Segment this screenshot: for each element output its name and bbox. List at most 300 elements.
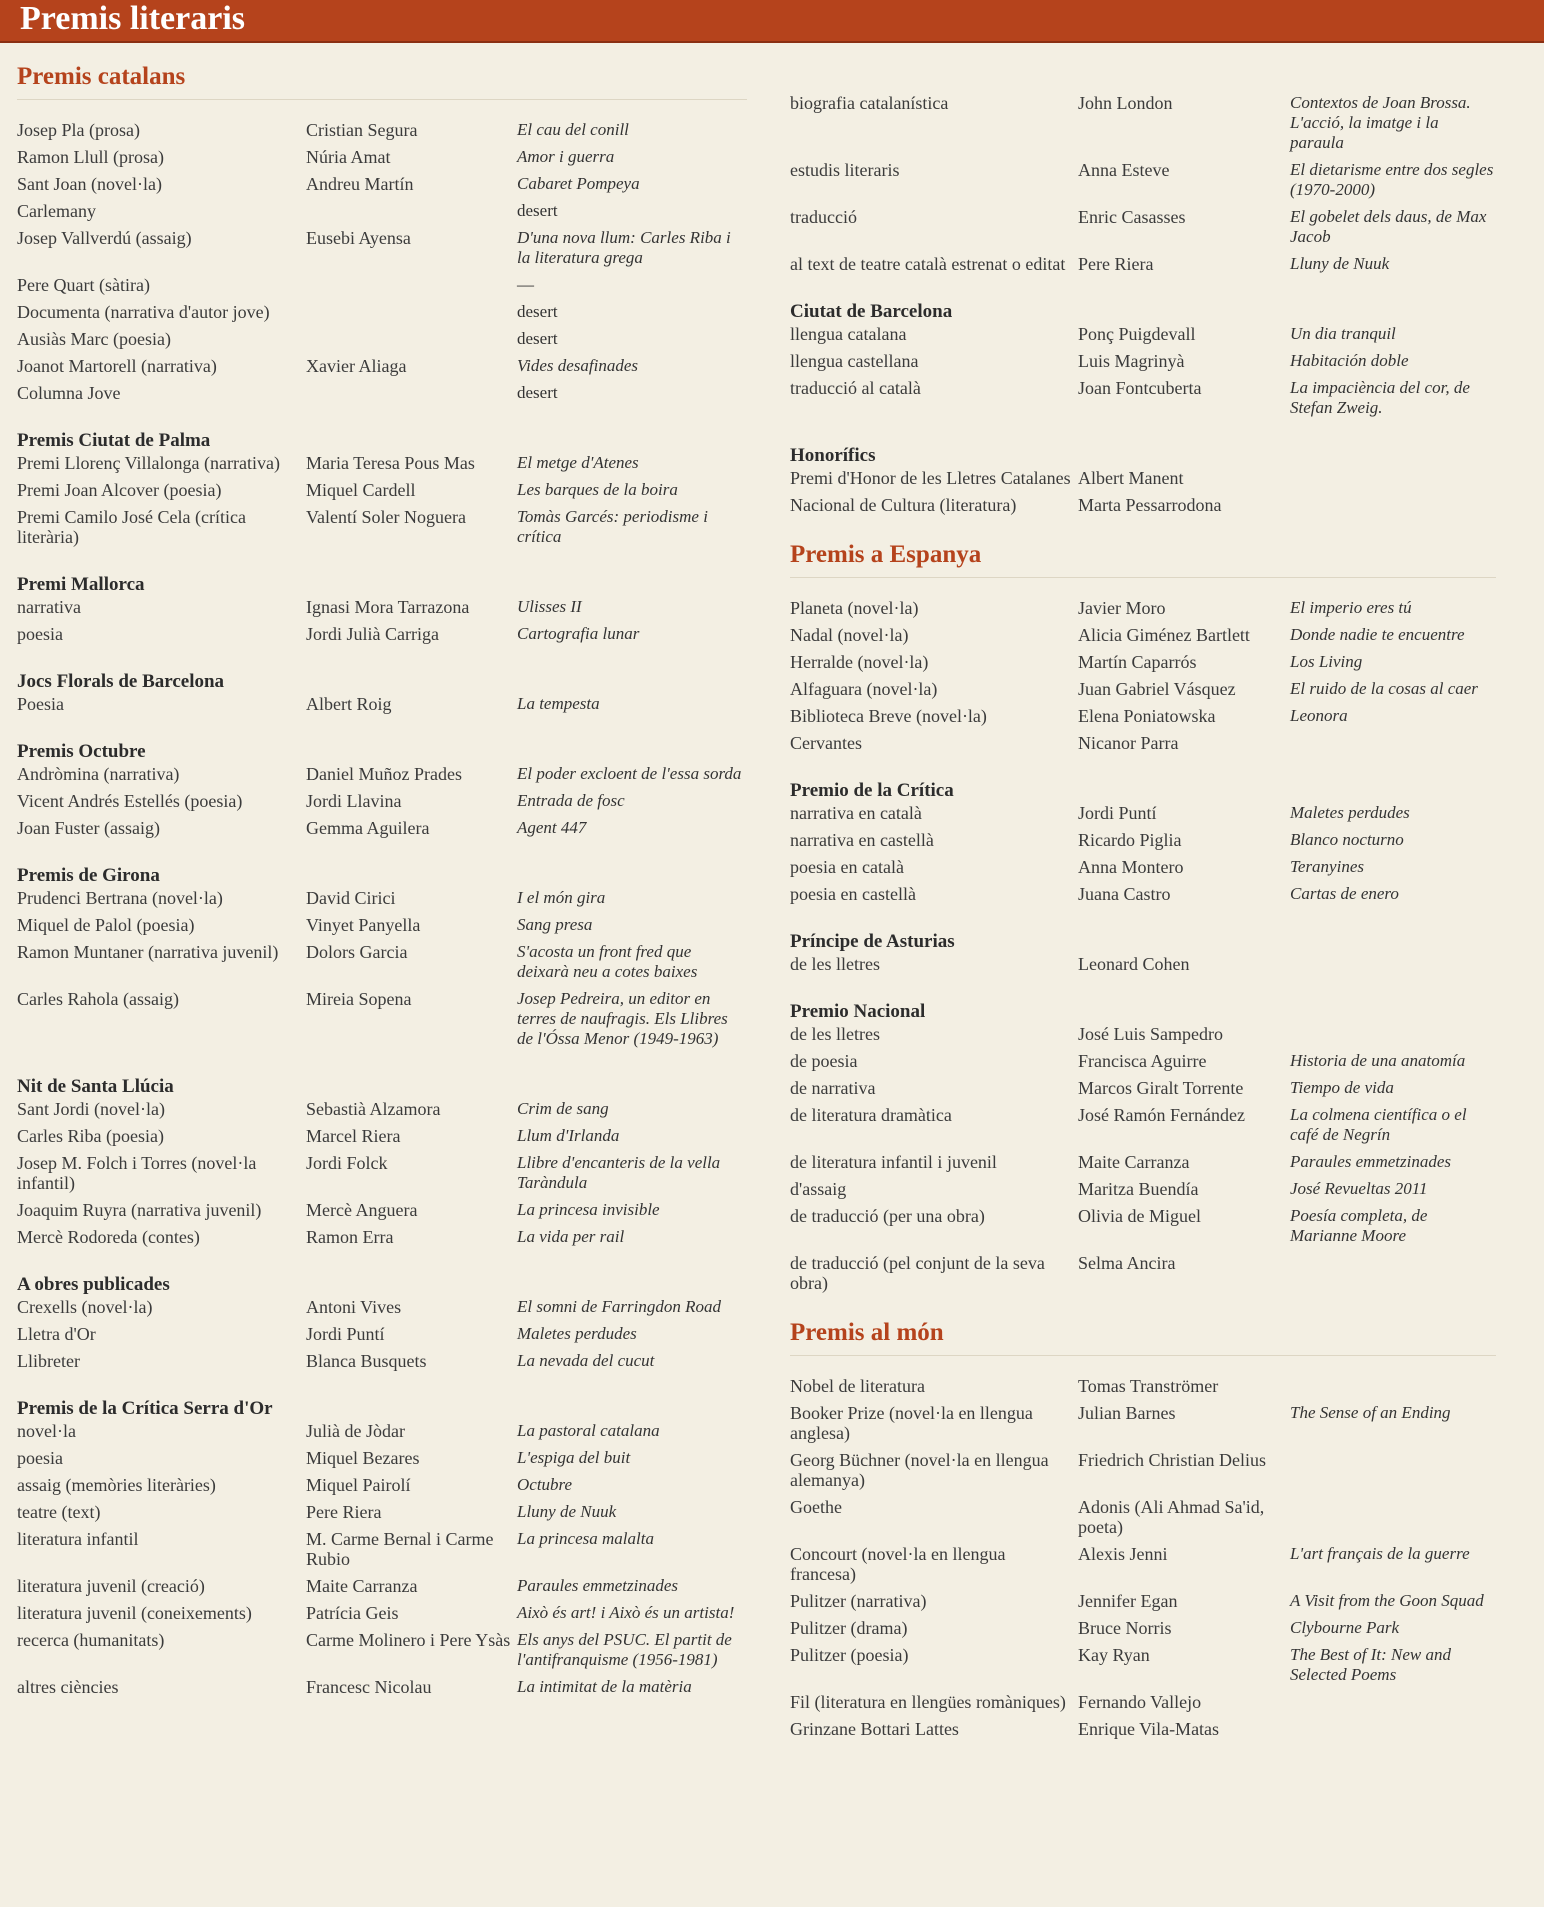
- award-row: [17, 1351, 747, 1371]
- award-category: literatura juvenil (creació): [17, 1576, 205, 1596]
- award-section-nit-de-santa-llucia: [17, 1075, 747, 1247]
- award-row: [17, 694, 747, 714]
- award-work: desert: [517, 201, 558, 220]
- award-winner: Dolors Garcia: [306, 942, 408, 962]
- award-row: [17, 275, 747, 295]
- award-category: Pere Quart (sàtira): [17, 275, 150, 295]
- left-column: [17, 41, 747, 1723]
- award-work: Historia de una anatomía: [1290, 1051, 1466, 1070]
- award-row: [17, 1153, 747, 1193]
- award-row: [790, 1024, 1496, 1044]
- divider: [17, 99, 747, 100]
- award-category: Biblioteca Breve (novel·la): [790, 706, 987, 726]
- award-category: Carles Rahola (assaig): [17, 989, 179, 1009]
- award-row: [17, 302, 747, 322]
- award-category: traducció al català: [790, 378, 921, 398]
- award-work: El imperio eres tú: [1290, 598, 1412, 617]
- award-row: [790, 1051, 1496, 1071]
- section-heading: Nit de Santa Llúcia: [17, 1076, 174, 1097]
- award-category: Andròmina (narrativa): [17, 764, 180, 784]
- award-winner: Francesc Nicolau: [306, 1677, 432, 1697]
- award-winner: [306, 201, 517, 221]
- award-category: Documenta (narrativa d'autor jove): [17, 302, 270, 322]
- award-category: Lletra d'Or: [17, 1324, 96, 1344]
- award-section-premio-nacional: [790, 1000, 1496, 1293]
- award-winner: Alicia Giménez Bartlett: [1078, 625, 1250, 645]
- award-category: assaig (memòries literàries): [17, 1475, 216, 1495]
- award-row: [790, 706, 1496, 726]
- award-work: Crim de sang: [517, 1099, 609, 1118]
- award-row: [17, 1099, 747, 1119]
- award-winner: Albert Roig: [306, 694, 392, 714]
- award-winner: Ignasi Mora Tarrazona: [306, 597, 470, 617]
- award-category: Planeta (novel·la): [790, 598, 919, 618]
- award-row: [17, 507, 747, 547]
- award-work: Paraules emmetzinades: [1290, 1152, 1452, 1171]
- award-work: La impaciència del cor, de Stefan Zweig.: [1290, 378, 1470, 417]
- award-row: [17, 1297, 747, 1317]
- award-winner: Joan Fontcuberta: [1078, 378, 1202, 398]
- award-winner: Eusebi Ayensa: [306, 228, 411, 248]
- award-category: Pulitzer (narrativa): [790, 1591, 927, 1611]
- award-work: desert: [517, 329, 558, 348]
- award-row: [17, 1324, 747, 1344]
- award-row: [790, 1403, 1496, 1443]
- award-winner: Jordi Llavina: [306, 791, 402, 811]
- award-work: [1290, 468, 1496, 488]
- award-row: [17, 1603, 747, 1623]
- award-row: [17, 201, 747, 221]
- award-category: de literatura infantil i juvenil: [790, 1152, 997, 1172]
- award-section-premi-mallorca: [17, 573, 747, 644]
- award-work: The Best of It: New and Selected Poems: [1290, 1645, 1452, 1684]
- award-row: [790, 652, 1496, 672]
- award-winner: Marta Pessarrodona: [1078, 495, 1222, 515]
- award-row: [17, 1529, 747, 1569]
- award-category: Columna Jove: [17, 383, 121, 403]
- award-winner: Miquel Cardell: [306, 480, 416, 500]
- award-winner: Antoni Vives: [306, 1297, 402, 1317]
- award-row: [17, 915, 747, 935]
- award-work: Un dia tranquil: [1290, 324, 1396, 343]
- award-winner: Jordi Folck: [306, 1153, 388, 1173]
- award-row: [17, 1448, 747, 1468]
- award-category: traducció: [790, 207, 857, 227]
- award-category: Josep Pla (prosa): [17, 120, 140, 140]
- award-work: Llum d'Irlanda: [517, 1126, 620, 1145]
- award-row: [17, 1677, 747, 1697]
- award-category: literatura juvenil (coneixements): [17, 1603, 252, 1623]
- award-work: Contextos de Joan Brossa. L'acció, la imatge i la paraula: [1290, 93, 1471, 152]
- award-work: Lluny de Nuuk: [1290, 254, 1390, 273]
- award-row: [790, 733, 1496, 753]
- award-section-premis-de-la-critica-serra-d-or: [17, 1397, 747, 1697]
- award-row: [17, 174, 747, 194]
- award-winner: Ramon Erra: [306, 1227, 394, 1247]
- section-heading: Premis de Girona: [17, 865, 160, 886]
- award-winner: Cristian Segura: [306, 120, 418, 140]
- award-winner: Selma Ancira: [1078, 1253, 1176, 1273]
- award-winner: Albert Manent: [1078, 468, 1184, 488]
- award-row: [790, 468, 1496, 488]
- award-work: Cartas de enero: [1290, 884, 1399, 903]
- award-winner: Mercè Anguera: [306, 1200, 418, 1220]
- page-title: Premis literaris: [20, 0, 246, 37]
- award-work: Cabaret Pompeya: [517, 174, 640, 193]
- award-winner: Maite Carranza: [1078, 1152, 1190, 1172]
- award-category: Ausiàs Marc (poesia): [17, 329, 171, 349]
- award-work: Los Living: [1290, 652, 1363, 671]
- award-work: L'espiga del buit: [517, 1448, 631, 1467]
- award-work: [1290, 1253, 1496, 1293]
- award-row: [790, 1591, 1496, 1611]
- award-category: altres ciències: [17, 1677, 119, 1697]
- award-row: [790, 598, 1496, 618]
- award-row: [17, 942, 747, 982]
- award-category: Premi Joan Alcover (poesia): [17, 480, 222, 500]
- award-category: Pulitzer (poesia): [790, 1645, 909, 1665]
- award-winner: [306, 329, 517, 349]
- award-work: Paraules emmetzinades: [517, 1576, 679, 1595]
- award-winner: M. Carme Bernal i Carme Rubio: [306, 1529, 494, 1569]
- award-row: [790, 1497, 1496, 1537]
- award-row: [790, 1450, 1496, 1490]
- award-row: [17, 453, 747, 473]
- award-category: Joaquim Ruyra (narrativa juvenil): [17, 1200, 262, 1220]
- award-work: Entrada de fosc: [517, 791, 625, 810]
- section-heading: Príncipe de Asturias: [790, 931, 955, 952]
- award-winner: Miquel Bezares: [306, 1448, 420, 1468]
- award-row: [790, 625, 1496, 645]
- award-winner: Daniel Muñoz Prades: [306, 764, 462, 784]
- award-row: [790, 1105, 1496, 1145]
- award-category: novel·la: [17, 1421, 76, 1441]
- award-work: Això és art! i Això és un artista!: [517, 1603, 735, 1622]
- award-row: [17, 120, 747, 140]
- award-winner: Jordi Puntí: [306, 1324, 385, 1344]
- award-row: [790, 495, 1496, 515]
- award-category: Premi Camilo José Cela (crítica literària): [17, 507, 246, 547]
- award-category: teatre (text): [17, 1502, 101, 1522]
- award-work: Sang presa: [517, 915, 593, 934]
- award-winner: Fernando Vallejo: [1078, 1692, 1202, 1712]
- award-category: Booker Prize (novel·la en llengua anglesa): [790, 1403, 1033, 1443]
- award-winner: Marcel Riera: [306, 1126, 401, 1146]
- award-category: Sant Jordi (novel·la): [17, 1099, 165, 1119]
- award-category: Alfaguara (novel·la): [790, 679, 938, 699]
- award-row: [17, 764, 747, 784]
- award-category: Nadal (novel·la): [790, 625, 909, 645]
- award-row: [790, 857, 1496, 877]
- award-winner: Carme Molinero i Pere Ysàs: [306, 1630, 511, 1650]
- award-row: [17, 480, 747, 500]
- award-row: [790, 1152, 1496, 1172]
- award-winner: José Ramón Fernández: [1078, 1105, 1245, 1125]
- section-heading: Premis Octubre: [17, 741, 146, 762]
- award-category: al text de teatre català estrenat o editat: [790, 254, 1066, 274]
- award-winner: Miquel Pairolí: [306, 1475, 411, 1495]
- award-row: [17, 1126, 747, 1146]
- award-work: I el món gira: [517, 888, 606, 907]
- award-work: José Revueltas 2011: [1290, 1179, 1428, 1198]
- award-work: Llibre d'encanteris de la vella Taràndula: [517, 1153, 721, 1192]
- award-work: La vida per rail: [517, 1227, 625, 1246]
- award-work: [1290, 1376, 1496, 1396]
- award-winner: Jordi Julià Carriga: [306, 624, 439, 644]
- award-section-premis-ciutat-de-palma: [17, 429, 747, 547]
- award-section-premio-de-la-critica: [790, 779, 1496, 904]
- award-category: Crexells (novel·la): [17, 1297, 153, 1317]
- award-category: Mercè Rodoreda (contes): [17, 1227, 200, 1247]
- award-category: recerca (humanitats): [17, 1630, 165, 1650]
- award-category: estudis literaris: [790, 160, 900, 180]
- award-category: Carlemany: [17, 201, 96, 221]
- award-section: [790, 93, 1496, 274]
- award-section-jocs-florals-de-barcelona: [17, 670, 747, 714]
- award-row: [790, 1692, 1496, 1712]
- award-category: Josep Vallverdú (assaig): [17, 228, 192, 248]
- award-winner: Tomas Tranströmer: [1078, 1376, 1219, 1396]
- award-row: [790, 954, 1496, 974]
- page-title-bar: [0, 0, 1544, 41]
- award-row: [790, 351, 1496, 371]
- award-category: Joanot Martorell (narrativa): [17, 356, 217, 376]
- award-category: Premi d'Honor de les Lletres Catalanes: [790, 468, 1071, 488]
- award-work: Cartografia lunar: [517, 624, 640, 643]
- award-row: [790, 1544, 1496, 1584]
- award-section-principe-de-asturias: [790, 930, 1496, 974]
- section-heading: A obres publicades: [17, 1274, 170, 1295]
- award-work: Tomàs Garcés: periodisme i crítica: [517, 507, 708, 546]
- award-winner: Julià de Jòdar: [306, 1421, 405, 1441]
- award-category: narrativa en castellà: [790, 830, 934, 850]
- award-winner: Xavier Aliaga: [306, 356, 407, 376]
- award-category: Goethe: [790, 1497, 842, 1517]
- award-category: Cervantes: [790, 733, 862, 753]
- award-category: biografia catalanística: [790, 93, 949, 113]
- award-winner: [306, 275, 517, 295]
- award-row: [790, 1618, 1496, 1638]
- award-work: Maletes perdudes: [517, 1324, 637, 1343]
- award-row: [17, 383, 747, 403]
- award-row: [790, 1206, 1496, 1246]
- award-work: La princesa invisible: [517, 1200, 660, 1219]
- award-row: [790, 679, 1496, 699]
- award-work: Lluny de Nuuk: [517, 1502, 617, 1521]
- award-winner: Enrique Vila-Matas: [1078, 1719, 1220, 1739]
- award-winner: Elena Poniatowska: [1078, 706, 1216, 726]
- section-heading: Premio de la Crítica: [790, 780, 954, 801]
- award-category: narrativa: [17, 597, 81, 617]
- award-winner: David Cirici: [306, 888, 396, 908]
- award-section: [790, 598, 1496, 753]
- award-winner: Mireia Sopena: [306, 989, 412, 1009]
- award-winner: Andreu Martín: [306, 174, 414, 194]
- award-row: [790, 1179, 1496, 1199]
- award-work: Els anys del PSUC. El partit de l'antifranquisme (1956-1981): [517, 1630, 732, 1669]
- award-winner: Javier Moro: [1078, 598, 1166, 618]
- award-work: [1290, 733, 1496, 753]
- award-category: Nacional de Cultura (literatura): [790, 495, 1017, 515]
- award-category: Georg Büchner (novel·la en llengua alemanya): [790, 1450, 1049, 1490]
- award-winner: Vinyet Panyella: [306, 915, 421, 935]
- award-winner: Nicanor Parra: [1078, 733, 1179, 753]
- award-work: The Sense of an Ending: [1290, 1403, 1451, 1422]
- award-row: [17, 1200, 747, 1220]
- award-row: [790, 1253, 1496, 1293]
- award-work: desert: [517, 383, 558, 402]
- award-row: [790, 884, 1496, 904]
- award-row: [790, 93, 1496, 153]
- section-heading: Premis de la Crítica Serra d'Or: [17, 1398, 273, 1419]
- award-row: [790, 803, 1496, 823]
- right-column: [790, 41, 1496, 1765]
- award-winner: Ricardo Piglia: [1078, 830, 1182, 850]
- award-work: La colmena científica o el café de Negrín: [1290, 1105, 1467, 1144]
- award-category: Fil (literatura en llengües romàniques): [790, 1692, 1066, 1712]
- divider: [790, 1355, 1496, 1356]
- award-category: Carles Riba (poesia): [17, 1126, 164, 1146]
- award-work: —: [517, 275, 534, 294]
- award-row: [17, 1576, 747, 1596]
- award-section-premis-octubre: [17, 740, 747, 838]
- award-winner: [306, 302, 517, 322]
- award-work: Leonora: [1290, 706, 1348, 725]
- award-row: [17, 791, 747, 811]
- award-category: de traducció (per una obra): [790, 1206, 985, 1226]
- award-work: A Visit from the Goon Squad: [1290, 1591, 1484, 1610]
- award-work: Les barques de la boira: [517, 480, 678, 499]
- award-winner: Bruce Norris: [1078, 1618, 1172, 1638]
- award-category: de narrativa: [790, 1078, 876, 1098]
- award-work: El ruido de la cosas al caer: [1290, 679, 1478, 698]
- award-category: poesia: [17, 624, 63, 644]
- award-work: D'una nova llum: Carles Riba i la literatura grega: [517, 228, 731, 267]
- award-winner: Enric Casasses: [1078, 207, 1186, 227]
- award-work: [1290, 1497, 1496, 1537]
- award-category: Ramon Muntaner (narrativa juvenil): [17, 942, 279, 962]
- award-row: [790, 207, 1496, 247]
- award-winner: Kay Ryan: [1078, 1645, 1150, 1665]
- section-heading: Premis Ciutat de Palma: [17, 430, 211, 451]
- award-category: llengua castellana: [790, 351, 919, 371]
- award-category: Miquel de Palol (poesia): [17, 915, 195, 935]
- award-work: Habitación doble: [1290, 351, 1409, 370]
- award-winner: Leonard Cohen: [1078, 954, 1190, 974]
- award-work: [1290, 954, 1496, 974]
- award-work: [1290, 1692, 1496, 1712]
- award-winner: Jordi Puntí: [1078, 803, 1157, 823]
- award-row: [790, 254, 1496, 274]
- section-heading: Premi Mallorca: [17, 574, 145, 595]
- award-section: [790, 1376, 1496, 1739]
- award-winner: Adonis (Ali Ahmad Sa'id, poeta): [1078, 1497, 1265, 1537]
- award-row: [790, 830, 1496, 850]
- award-work: desert: [517, 302, 558, 321]
- major-heading-premis-a-espanya: Premis a Espanya: [790, 541, 982, 568]
- award-winner: Sebastià Alzamora: [306, 1099, 441, 1119]
- award-category: Grinzane Bottari Lattes: [790, 1719, 959, 1739]
- award-winner: Gemma Aguilera: [306, 818, 430, 838]
- award-work: Vides desafinades: [517, 356, 639, 375]
- award-work: El somni de Farringdon Road: [517, 1297, 721, 1316]
- award-winner: Francisca Aguirre: [1078, 1051, 1207, 1071]
- award-row: [17, 1421, 747, 1441]
- award-work: Octubre: [517, 1475, 573, 1494]
- award-category: poesia en català: [790, 857, 904, 877]
- award-category: Joan Fuster (assaig): [17, 818, 160, 838]
- award-winner: Ponç Puigdevall: [1078, 324, 1196, 344]
- award-row: [17, 356, 747, 376]
- award-row: [17, 1630, 747, 1670]
- award-work: Tiempo de vida: [1290, 1078, 1394, 1097]
- award-winner: Julian Barnes: [1078, 1403, 1176, 1423]
- award-category: poesia en castellà: [790, 884, 916, 904]
- award-winner: Jennifer Egan: [1078, 1591, 1178, 1611]
- award-winner: John London: [1078, 93, 1173, 113]
- award-section-ciutat-de-barcelona: [790, 300, 1496, 418]
- award-row: [17, 329, 747, 349]
- award-category: de les lletres: [790, 954, 880, 974]
- award-category: Nobel de literatura: [790, 1376, 925, 1396]
- award-work: La tempesta: [517, 694, 600, 713]
- major-heading-premis-catalans: Premis catalans: [17, 63, 186, 90]
- award-work: Blanco nocturno: [1290, 830, 1404, 849]
- award-winner: Anna Montero: [1078, 857, 1184, 877]
- award-winner: Maritza Buendía: [1078, 1179, 1199, 1199]
- award-winner: Olivia de Miguel: [1078, 1206, 1201, 1226]
- major-heading-premis-al-mon: Premis al món: [790, 1319, 944, 1346]
- award-winner: [306, 383, 517, 403]
- award-winner: Martín Caparrós: [1078, 652, 1197, 672]
- award-row: [17, 147, 747, 167]
- award-category: poesia: [17, 1448, 63, 1468]
- award-winner: Alexis Jenni: [1078, 1544, 1168, 1564]
- award-category: llengua catalana: [790, 324, 907, 344]
- award-category: Vicent Andrés Estellés (poesia): [17, 791, 243, 811]
- award-winner: Maria Teresa Pous Mas: [306, 453, 475, 473]
- award-work: La princesa malalta: [517, 1529, 654, 1548]
- award-section-premis-de-girona: [17, 864, 747, 1049]
- award-row: [17, 228, 747, 268]
- award-winner: Núria Amat: [306, 147, 391, 167]
- award-winner: Juan Gabriel Vásquez: [1078, 679, 1236, 699]
- award-category: Ramon Llull (prosa): [17, 147, 164, 167]
- award-work: El cau del conill: [517, 120, 629, 139]
- award-row: [17, 818, 747, 838]
- award-winner: Anna Esteve: [1078, 160, 1170, 180]
- award-work: Ulisses II: [517, 597, 582, 616]
- award-work: [1290, 1719, 1496, 1739]
- award-row: [17, 1227, 747, 1247]
- award-category: Poesia: [17, 694, 64, 714]
- award-work: S'acosta un front fred que deixarà neu a cotes baixes: [517, 942, 698, 981]
- award-section-honorifics: [790, 444, 1496, 515]
- award-category: de poesia: [790, 1051, 858, 1071]
- award-category: literatura infantil: [17, 1529, 139, 1549]
- award-work: La intimitat de la matèria: [517, 1677, 692, 1696]
- award-winner: Maite Carranza: [306, 1576, 418, 1596]
- award-category: Pulitzer (drama): [790, 1618, 908, 1638]
- award-row: [17, 624, 747, 644]
- award-section: [17, 120, 747, 403]
- award-winner: Patrícia Geis: [306, 1603, 399, 1623]
- award-category: Premi Llorenç Villalonga (narrativa): [17, 453, 280, 473]
- section-heading: Honorífics: [790, 445, 876, 466]
- award-category: de traducció (pel conjunt de la seva obra): [790, 1253, 1045, 1293]
- divider: [790, 577, 1496, 578]
- award-row: [17, 1502, 747, 1522]
